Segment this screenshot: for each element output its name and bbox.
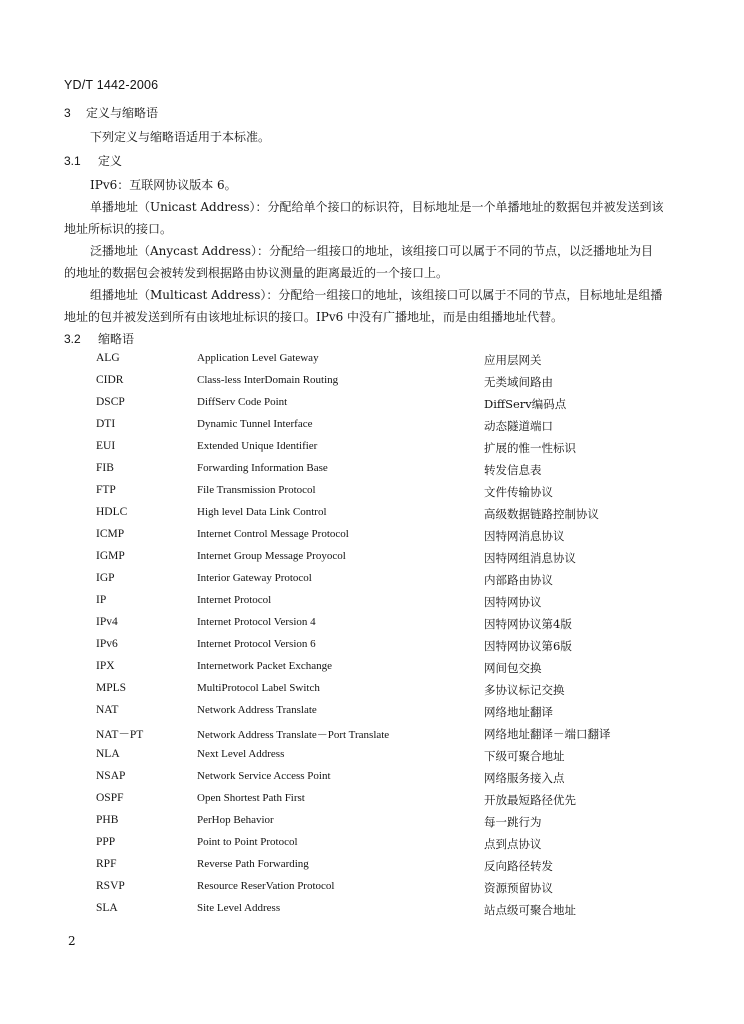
abbreviation-chinese: 无类域间路由 [484,375,553,389]
abbreviation-chinese: 下级可聚合地址 [484,749,565,763]
abbreviation-chinese: 文件传输协议 [484,485,553,499]
abbreviation-term: NSAP [96,770,126,782]
abbreviation-row [0,572,744,594]
abbreviation-term: MPLS [96,682,127,694]
abbreviation-english: Internetwork Packet Exchange [197,660,332,672]
abbreviation-row [0,902,744,924]
abbreviation-chinese: 网络地址翻译 [484,705,553,719]
abbreviation-term: PHB [96,814,119,826]
abbreviation-chinese: 因特网协议第4版 [484,617,572,631]
document-id: YD/T 1442-2006 [64,78,159,92]
abbreviation-english: Internet Protocol Version 6 [197,638,316,650]
section-3-1-heading [64,152,122,169]
abbreviation-term: OSPF [96,792,124,804]
abbreviation-english: Internet Control Message Protocol [197,528,349,540]
abbreviation-term: CIDR [96,374,124,386]
abbreviation-english: Internet Protocol Version 4 [197,616,316,628]
abbreviation-english: Class-less InterDomain Routing [197,374,339,386]
abbreviation-chinese: 高级数据链路控制协议 [484,507,599,521]
abbreviation-english: Reverse Path Forwarding [197,858,309,870]
abbreviation-term: RSVP [96,880,125,892]
abbreviation-english: Extended Unique Identifier [197,440,318,452]
abbreviation-chinese: 扩展的惟一性标识 [484,441,576,455]
abbreviation-chinese: 转发信息表 [484,463,542,477]
abbreviation-row [0,792,744,814]
abbreviation-row [0,440,744,462]
abbreviation-term: EUI [96,440,116,452]
abbreviation-row [0,770,744,792]
abbreviation-chinese: 反向路径转发 [484,859,553,873]
abbreviation-chinese: 资源预留协议 [484,881,553,895]
abbreviation-row [0,682,744,704]
abbreviation-term: DTI [96,418,116,430]
abbreviation-term: FIB [96,462,114,474]
abbreviation-term: FTP [96,484,116,496]
definition-multicast: 组播地址（Multicast Address）：分配给一组接口的地址，该组接口可以属于不同的节点，目标地址是组播地址的包并被发送到所有由该地址标识的接口。IPv6 中没有广播地址，而是由组播地址代替。 [64,288,663,324]
abbreviation-chinese: 多协议标记交换 [484,683,565,697]
section-number: 3.2 [64,332,81,346]
abbreviation-row [0,550,744,572]
abbreviation-english: DiffServ Code Point [197,396,288,408]
abbreviation-row [0,396,744,418]
abbreviation-chinese: 网络地址翻译－端口翻译 [484,727,611,741]
abbreviation-english: Network Service Access Point [197,770,331,782]
abbreviation-row [0,528,744,550]
abbreviation-row [0,748,744,770]
abbreviation-row [0,660,744,682]
abbreviation-row [0,506,744,528]
abbreviation-row [0,880,744,902]
abbreviation-chinese: 因特网协议 [484,595,542,609]
abbreviation-english: Point to Point Protocol [197,836,298,848]
abbreviation-term: IPv6 [96,638,118,650]
abbreviation-english: File Transmission Protocol [197,484,316,496]
section-title: 缩略语 [98,332,135,346]
abbreviation-english: Site Level Address [197,902,281,914]
abbreviation-chinese: 网络服务接入点 [484,771,565,785]
abbreviation-chinese: DiffServ编码点 [484,397,567,411]
page-number: 2 [68,934,76,948]
abbreviation-english: Next Level Address [197,748,285,760]
section-number: 3 [64,106,71,120]
abbreviation-english: High level Data Link Control [197,506,327,518]
abbreviation-row [0,638,744,660]
abbreviation-chinese: 内部路由协议 [484,573,553,587]
definition-unicast: 单播地址（Unicast Address）：分配给单个接口的标识符，目标地址是一个单播地址的数据包并被发送到该地址所标识的接口。 [64,200,664,236]
abbreviation-term: IGMP [96,550,125,562]
abbreviation-term: PPP [96,836,116,848]
section-3-2-heading [64,330,134,347]
abbreviation-english: Network Address Translate－Port Translate [197,729,390,741]
section-3-heading [64,104,158,121]
definition-anycast: 泛播地址（Anycast Address）：分配给一组接口的地址，该组接口可以属于不同的节点，以泛播地址为目的地址的数据包会被转发到根据路由协议测量的距离最近的一个接口上。 [64,244,654,280]
abbreviation-chinese: 开放最短路径优先 [484,793,576,807]
abbreviation-row [0,484,744,506]
abbreviation-row [0,858,744,880]
abbreviation-term: NLA [96,748,120,760]
section-number: 3.1 [64,154,81,168]
abbreviation-chinese: 点到点协议 [484,837,542,851]
abbreviation-english: Forwarding Information Base [197,462,328,474]
abbreviation-english: Application Level Gateway [197,352,319,364]
abbreviation-english: MultiProtocol Label Switch [197,682,320,694]
abbreviation-english: Internet Group Message Proyocol [197,550,346,562]
abbreviation-row [0,352,744,374]
abbreviation-term: SLA [96,902,118,914]
abbreviation-term: IPv4 [96,616,118,628]
abbreviation-english: Dynamic Tunnel Interface [197,418,313,430]
abbreviation-chinese: 网间包交换 [484,661,542,675]
abbreviation-row [0,594,744,616]
abbreviation-row [0,616,744,638]
abbreviation-english: Interior Gateway Protocol [197,572,312,584]
abbreviation-term: IGP [96,572,115,584]
abbreviation-row [0,418,744,440]
definition-ipv6: IPv6：互联网协议版本 6。 [90,178,237,192]
abbreviation-english: Open Shortest Path First [197,792,305,804]
section-3-intro: 下列定义与缩略语适用于本标准。 [90,130,271,144]
abbreviation-row [0,704,744,726]
abbreviation-term: RPF [96,858,117,870]
abbreviation-chinese: 应用层网关 [484,353,542,367]
abbreviation-chinese: 因特网组消息协议 [484,551,576,565]
abbreviation-term: IPX [96,660,115,672]
abbreviation-chinese: 动态隧道端口 [484,419,553,433]
abbreviation-chinese: 因特网消息协议 [484,529,565,543]
abbreviation-term: NAT [96,704,119,716]
section-title: 定义 [98,154,123,168]
abbreviation-chinese: 每一跳行为 [484,815,542,829]
abbreviation-term: ICMP [96,528,125,540]
abbreviation-term: NAT－PT [96,729,144,741]
abbreviation-row [0,814,744,836]
abbreviation-english: Resource ReserVation Protocol [197,880,335,892]
abbreviation-chinese: 因特网协议第6版 [484,639,572,653]
abbreviation-term: HDLC [96,506,128,518]
abbreviation-term: DSCP [96,396,125,408]
abbreviation-english: Network Address Translate [197,704,317,716]
abbreviation-row [0,374,744,396]
section-title: 定义与缩略语 [86,106,159,120]
abbreviation-term: IP [96,594,107,606]
abbreviation-row [0,726,744,748]
abbreviation-english: PerHop Behavior [197,814,274,826]
abbreviation-row [0,462,744,484]
abbreviation-english: Internet Protocol [197,594,272,606]
abbreviation-row [0,836,744,858]
abbreviation-term: ALG [96,352,120,364]
abbreviation-chinese: 站点级可聚合地址 [484,903,576,917]
